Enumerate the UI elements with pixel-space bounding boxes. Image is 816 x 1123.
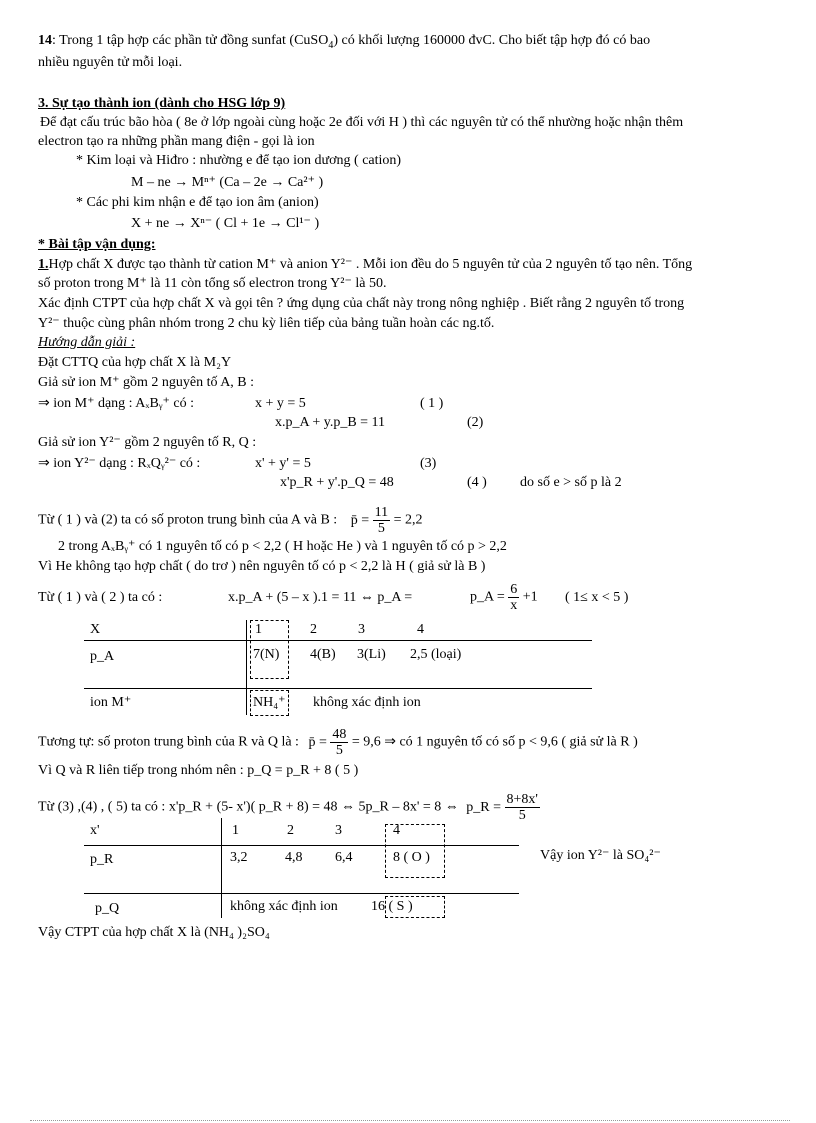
problem-14-line-2: nhiều nguyên tử mỗi loại. xyxy=(38,55,183,70)
guide-line-10: Vì He không tạo hợp chất ( do trơ ) nên nguyên tố có p < 2,2 là H ( giả sử là B ) xyxy=(38,559,486,574)
table-cell: p_Q xyxy=(95,901,120,916)
guide-eq-2: x.p_A + y.p_B = 11 xyxy=(275,415,386,430)
fraction-6-x: $\frac{6}{x}$ xyxy=(510,582,518,613)
exercise-question-line-4: Y²⁻ thuộc cùng phân nhóm trong 2 chu kỳ liên tiếp của bảng tuần hoàn các ng.tố. xyxy=(38,316,495,331)
table-cell: 2,5 (loại) xyxy=(410,647,462,662)
guide-eq-4-label: (4 ) xyxy=(467,475,487,490)
guide-eq-4-note: do số e > số p là 2 xyxy=(520,475,622,490)
table-cell: 6,4 xyxy=(335,850,353,865)
guide-line-3a: ⇒ ion M⁺ dạng : AₓBᵧ⁺ có : xyxy=(38,396,195,411)
section-paragraph-2: electron tạo ra những phần mang điện - gọi là ion xyxy=(38,134,315,149)
exercise-question-line-3: Xác định CTPT của hợp chất X và gọi tên ? ứng dụng của chất này trong nông nghiệp . Biết rằng 2 nguyên tố trong xyxy=(38,296,685,311)
guide-eq-3-label: (3) xyxy=(420,456,437,471)
fraction-48-5: $\frac{48}{5}$ xyxy=(332,727,347,758)
metal-rule: * Kim loại và Hiđro : nhường e để tạo ion dương ( cation) xyxy=(76,153,402,168)
table-cell: 8 ( O ) xyxy=(393,850,430,865)
after-line-2: Vì Q và R liên tiếp trong nhóm nên : p_Q = p_R + 8 ( 5 ) xyxy=(38,763,359,778)
table-cell: 4 xyxy=(417,622,424,637)
table-cell: ion M⁺ xyxy=(90,695,132,710)
table-1-rule-1 xyxy=(84,640,592,641)
table-cell: 2 xyxy=(287,823,294,838)
guide-line-11b: x.p_A + (5 – x ).1 = 11 ⇔ p_A = xyxy=(228,590,413,605)
problem-number: 14 xyxy=(38,33,52,48)
guide-eq-1-label: ( 1 ) xyxy=(420,396,444,411)
table-cell: 4 xyxy=(393,823,400,838)
table-cell: 2 xyxy=(310,622,317,637)
nonmetal-rule: * Các phi kim nhận e để tạo ion âm (anion) xyxy=(76,195,319,210)
guide-line-5: Giả sử ion Y²⁻ gồm 2 nguyên tố R, Q : xyxy=(38,435,257,450)
conclusion: Vậy CTPT của hợp chất X là (NH₄ )₂SO₄ xyxy=(38,925,270,940)
table-2-rule-1 xyxy=(84,845,519,846)
table-cell: 3,2 xyxy=(230,850,248,865)
guide-eq-3: x' + y' = 5 xyxy=(255,456,311,471)
nonmetal-equation: X + ne → Xⁿ⁻ ( Cl + 1e → Cl¹⁻ ) xyxy=(131,216,320,231)
guide-line-8: Từ ( 1 ) và (2) ta có số proton trung bình của A và B : p̄ = $\frac{11}{5}$ = 2,2 xyxy=(38,505,423,536)
table-cell: 16 ( S ) xyxy=(371,899,413,914)
guide-line-11a: Từ ( 1 ) và ( 2 ) ta có : xyxy=(38,590,163,605)
table-1-rule-2 xyxy=(84,688,592,689)
exercise-question-line-2: số proton trong M⁺ là 11 còn tổng số electron trong Y²⁻ là 50. xyxy=(38,276,387,291)
table-cell: X xyxy=(90,622,101,637)
table-2-rule-2 xyxy=(84,893,519,894)
guide-heading: Hướng dẫn giải : xyxy=(38,335,136,350)
table-cell: 1 xyxy=(255,622,262,637)
table-cell: không xác định ion xyxy=(313,695,421,710)
table-cell: p_R xyxy=(90,852,114,867)
guide-eq-1: x + y = 5 xyxy=(255,396,306,411)
guide-eq-2-label: (2) xyxy=(467,415,484,430)
table-cell: NH₄⁺ xyxy=(253,695,286,710)
guide-line-6a: ⇒ ion Y²⁻ dạng : RₓQᵧ²⁻ có : xyxy=(38,456,201,471)
table-cell: không xác định ion xyxy=(230,899,338,914)
after-line-1: Tương tự: số proton trung bình của R và Q là : p̄ = $\frac{48}{5}$ = 9,6 ⇒ có 1 nguyên tố có số p < 9,6 ( giả sử là R ) xyxy=(38,727,638,758)
guide-eq-4: x'p_R + y'.p_Q = 48 xyxy=(280,475,394,490)
guide-line-1: Đặt CTTQ của hợp chất X là M₂Y xyxy=(38,355,232,370)
table-cell: 3 xyxy=(335,823,342,838)
table-cell: 7(N) xyxy=(253,647,280,662)
table-cell: x' xyxy=(90,823,100,838)
section-paragraph-1: Để đạt cấu trúc bão hòa ( 8e ở lớp ngoài cùng hoặc 2e đối với H ) thì các nguyên tử có thể nhường hoặc nhận thêm xyxy=(40,115,684,130)
problem-14-line-1: 14: Trong 1 tập hợp các phần tử đồng sunfat (CuSO$_4$) có khối lượng 160000 đvC. Cho biết tập hợp đó có bao xyxy=(38,33,651,51)
exercise-question-line-1: 1.Hợp chất X được tạo thành từ cation M⁺ và anion Y²⁻ . Mỗi ion đều do 5 nguyên tử của 2 nguyên tố tạo nên. Tổng xyxy=(38,257,693,272)
table-cell: 4(B) xyxy=(310,647,336,662)
metal-equation: M – ne → Mⁿ⁺ (Ca – 2e → Ca²⁺ ) xyxy=(131,175,324,190)
table-cell: 4,8 xyxy=(285,850,303,865)
after-line-3: Từ (3) ,(4) , ( 5) ta có : x'p_R + (5- x')( p_R + 8) = 48 ⇔ 5p_R – 8x' = 8 ⇔ p_R = $\frac{8+8x'}{5}$ xyxy=(38,792,538,823)
guide-line-11-formula: p_A = $\frac{6}{x}$ +1 xyxy=(470,582,538,613)
table-cell: 1 xyxy=(232,823,239,838)
section-title: 3. Sự tạo thành ion (dành cho HSG lớp 9) xyxy=(38,96,286,111)
guide-line-9: 2 trong AₓBᵧ⁺ có 1 nguyên tố có p < 2,2 ( H hoặc He ) và 1 nguyên tố có p > 2,2 xyxy=(58,539,507,554)
table-cell: 3(Li) xyxy=(357,647,386,662)
fraction-pr: $\frac{8+8x'}{5}$ xyxy=(506,792,538,823)
fraction-11-5: $\frac{11}{5}$ xyxy=(374,505,389,536)
guide-line-11-range: ( 1≤ x < 5 ) xyxy=(565,590,629,605)
page-bottom-border xyxy=(30,1120,790,1121)
guide-line-2: Giả sử ion M⁺ gồm 2 nguyên tố A, B : xyxy=(38,375,255,390)
table-2-vrule xyxy=(221,818,222,918)
table-cell: 3 xyxy=(358,622,365,637)
table-2-side-note: Vậy ion Y²⁻ là SO₄²⁻ xyxy=(540,848,661,863)
exercise-heading: * Bài tập vận dụng: xyxy=(38,237,156,252)
table-1-vrule xyxy=(246,620,247,715)
table-cell: p_A xyxy=(90,649,115,664)
